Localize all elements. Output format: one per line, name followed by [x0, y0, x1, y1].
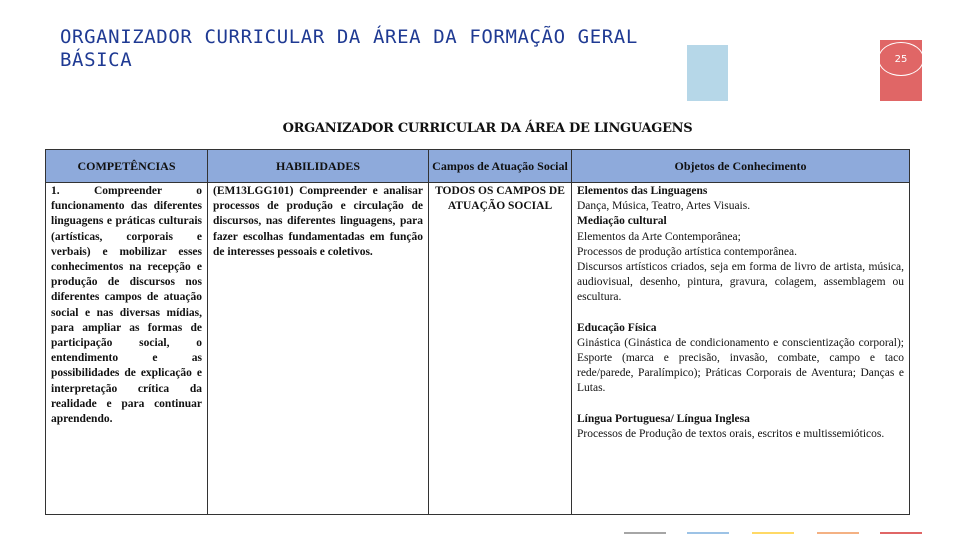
table-header-row — [46, 150, 910, 183]
column-header-objetos: Objetos de Conhecimento — [572, 150, 910, 183]
objeto-text: Processos de Produção de textos orais, escritos e multissemióticos. — [577, 427, 885, 440]
decorative-bar — [687, 532, 729, 534]
objeto-text: Processos de produção artística contemporânea. — [577, 245, 798, 258]
blue-accent-block — [687, 45, 728, 101]
objeto-text: Dança, Música, Teatro, Artes Visuais. — [577, 200, 751, 213]
column-header-habilidades: HABILIDADES — [208, 150, 429, 183]
objeto-section-elementos — [577, 184, 904, 214]
decorative-bar — [624, 532, 666, 534]
slide-title: ORGANIZADOR CURRICULAR DA ÁREA DA FORMAÇÃO GERAL BÁSICA — [60, 26, 638, 71]
objeto-section-educacao-fisica — [577, 321, 904, 397]
competencia-cell: 1. Compreender o funcionamento das diferentes linguagens e práticas culturais (artísticas, corporais e verbais) e mobilizar esses conhecimentos na recepção e produção de discursos nos diferentes campos de atuação social e nas diversas mídias, para ampliar as formas de participação social, o entendimento e as possibilidades de explicação e interpretação crítica da realidade e para continuar aprendendo. — [46, 183, 208, 515]
objeto-title: Elementos das Linguagens — [577, 185, 708, 197]
habilidade-cell: (EM13LGG101) Compreender e analisar processos de produção e circulação de discursos, nas diferentes linguagens, para fazer escolhas fundamentadas em função de interesses pessoais e coletivos. — [208, 183, 429, 515]
column-header-campos: Campos de Atuação Social — [429, 150, 572, 183]
objeto-title: Mediação cultural — [577, 215, 667, 228]
decorative-bar — [880, 532, 922, 534]
decorative-bar — [752, 532, 794, 534]
objeto-title: Educação Física — [577, 321, 657, 334]
decorative-bar — [817, 532, 859, 534]
objeto-text: Elementos da Arte Contemporânea; — [577, 230, 741, 243]
column-header-competencias: COMPETÊNCIAS — [46, 150, 208, 183]
objeto-section-lingua — [577, 412, 904, 442]
objeto-title: Língua Portuguesa/ Língua Inglesa — [577, 412, 750, 425]
objeto-text: Ginástica (Ginástica de condicionamento e conscientização corporal); Esporte (marca e precisão, invasão, combate, campo e taco rede/parede, Paralímpico); Práticas Corporais de Aventura; Danças e Lutas. — [577, 336, 904, 395]
document-heading: ORGANIZADOR CURRICULAR DA ÁREA DE LINGUAGENS — [282, 121, 693, 136]
objeto-text: Discursos artísticos criados, seja em forma de livro de artista, música, audiovisual, desenho, pintura, gravura, colagem, assemblagem ou escultura. — [577, 261, 904, 304]
page-number: 25 — [878, 42, 924, 76]
campos-cell: TODOS OS CAMPOS DE ATUAÇÃO SOCIAL — [429, 183, 572, 515]
objetos-cell — [572, 183, 910, 515]
objeto-section-mediacao — [577, 214, 904, 305]
curriculum-table — [45, 149, 910, 515]
table-row — [46, 183, 910, 515]
